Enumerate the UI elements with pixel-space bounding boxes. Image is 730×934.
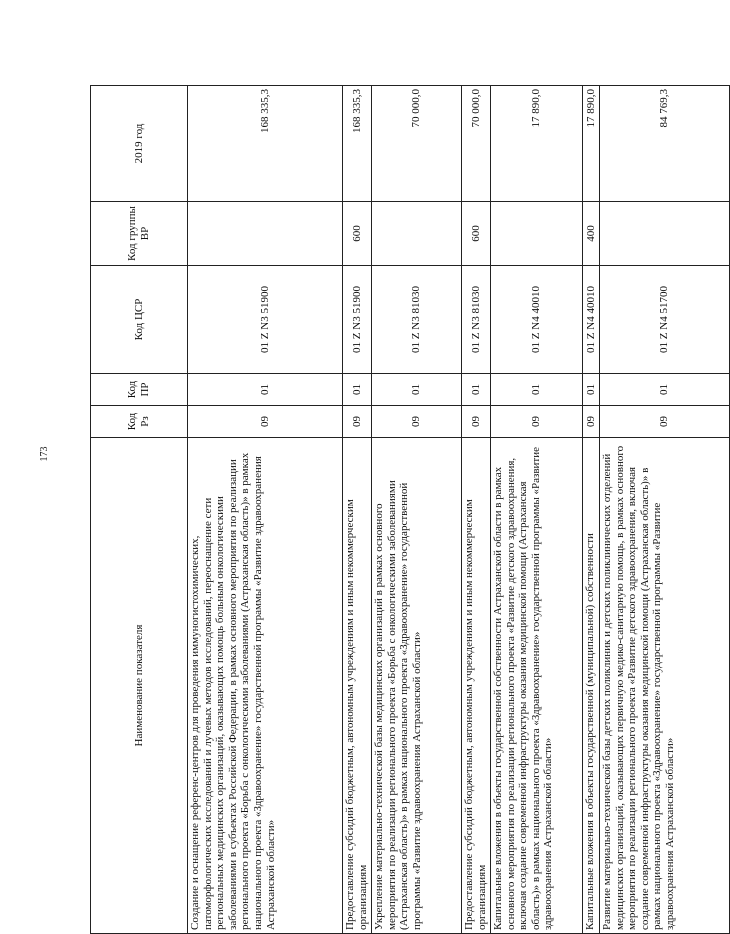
table-row bbox=[343, 86, 372, 934]
cell-pr: 01 bbox=[372, 374, 462, 406]
cell-csr: 01 Z N3 81030 bbox=[462, 266, 491, 374]
table-row bbox=[600, 86, 730, 934]
cell-rz: 09 bbox=[462, 406, 491, 438]
cell-value: 168 335,3 bbox=[343, 86, 372, 202]
header-rz: Код Рз bbox=[91, 406, 188, 438]
cell-vr bbox=[372, 202, 462, 266]
cell-vr bbox=[600, 202, 730, 266]
cell-rz: 09 bbox=[600, 406, 730, 438]
header-csr: Код ЦСР bbox=[91, 266, 188, 374]
cell-pr: 01 bbox=[491, 374, 583, 406]
cell-csr: 01 Z N3 81030 bbox=[372, 266, 462, 374]
cell-csr: 01 Z N3 51900 bbox=[343, 266, 372, 374]
cell-rz: 09 bbox=[188, 406, 343, 438]
cell-pr: 01 bbox=[343, 374, 372, 406]
cell-rz: 09 bbox=[372, 406, 462, 438]
cell-pr: 01 bbox=[462, 374, 491, 406]
cell-pr: 01 bbox=[583, 374, 600, 406]
cell-vr bbox=[491, 202, 583, 266]
header-year: 2019 год bbox=[91, 86, 188, 202]
cell-vr: 600 bbox=[343, 202, 372, 266]
cell-vr: 600 bbox=[462, 202, 491, 266]
cell-csr: 01 Z N4 51700 bbox=[600, 266, 730, 374]
cell-pr: 01 bbox=[600, 374, 730, 406]
cell-csr: 01 Z N4 40010 bbox=[583, 266, 600, 374]
table-row bbox=[372, 86, 462, 934]
cell-name: Капитальные вложения в объекты государственной (муниципальной) собственности bbox=[583, 438, 600, 934]
cell-value: 168 335,3 bbox=[188, 86, 343, 202]
cell-value: 70 000,0 bbox=[372, 86, 462, 202]
budget-table bbox=[90, 85, 730, 934]
budget-table-frame bbox=[90, 86, 676, 934]
table-row bbox=[583, 86, 600, 934]
cell-name: Предоставление субсидий бюджетным, автономным учреждениям и иным некоммерческим организациям bbox=[343, 438, 372, 934]
table-row bbox=[491, 86, 583, 934]
page-number: 173 bbox=[39, 446, 50, 462]
table-row bbox=[462, 86, 491, 934]
cell-pr: 01 bbox=[188, 374, 343, 406]
header-vr: Код группы ВР bbox=[91, 202, 188, 266]
cell-rz: 09 bbox=[583, 406, 600, 438]
cell-value: 17 890,0 bbox=[583, 86, 600, 202]
cell-vr bbox=[188, 202, 343, 266]
cell-rz: 09 bbox=[491, 406, 583, 438]
cell-csr: 01 Z N4 40010 bbox=[491, 266, 583, 374]
cell-name: Укрепление материально-технической базы медицинских организаций в рамках основного мероприятия по реализации регионального проекта «Борьба с онкологическими заболеваниями (Астраханская область)» в рамках национального проекта «Здравоохранение» государственной программы «Развитие здравоохранения Астраханской области» bbox=[372, 438, 462, 934]
header-name: Наименование показателя bbox=[91, 438, 188, 934]
cell-name: Капитальные вложения в объекты государственной собственности Астраханской области в рамках основного мероприятия по реализации регионального проекта «Развитие детского здравоохранения, включая создание современной инфраструктуры оказания медицинской помощи (Астраханская область)» в рамках национального проекта «Здравоохранение» государственной программы «Развитие здравоохранения Астраханской области» bbox=[491, 438, 583, 934]
header-pr: Код ПР bbox=[91, 374, 188, 406]
cell-vr: 400 bbox=[583, 202, 600, 266]
cell-name: Предоставление субсидий бюджетным, автономным учреждениям и иным некоммерческим организациям bbox=[462, 438, 491, 934]
cell-rz: 09 bbox=[343, 406, 372, 438]
table-row bbox=[188, 86, 343, 934]
cell-name: Создание и оснащение референс-центров для проведения иммуногистохимических, патоморфологических исследований и лучевых методов исследований, переоснащение сети региональных медицинских организаций, оказывающих помощь больным онкологическими заболеваниями в субъектах Российской Федерации, в рамках основного мероприятия по реализации регионального проекта «Борьба с онкологическими заболеваниями (Астраханская область)» в рамках национального проекта «Здравоохранение» государственной программы «Развитие здравоохранения Астраханской области» bbox=[188, 438, 343, 934]
cell-value: 84 769,3 bbox=[600, 86, 730, 202]
cell-csr: 01 Z N3 51900 bbox=[188, 266, 343, 374]
cell-value: 70 000,0 bbox=[462, 86, 491, 202]
cell-value: 17 890,0 bbox=[491, 86, 583, 202]
cell-name: Развитие материально-технической базы детских поликлиник и детских поликлинических отделений медицинских организаций, оказывающих первичную медико-санитарную помощь, в рамках основного мероприятия по реализации регионального проекта «Развитие детского здравоохранения, включая создание современной инфраструктуры оказания медицинской помощи (Астраханская область)» в рамках национального проекта «Здравоохранение» государственной программы «Развитие здравоохранения Астраханской области» bbox=[600, 438, 730, 934]
table-header-row bbox=[91, 86, 188, 934]
